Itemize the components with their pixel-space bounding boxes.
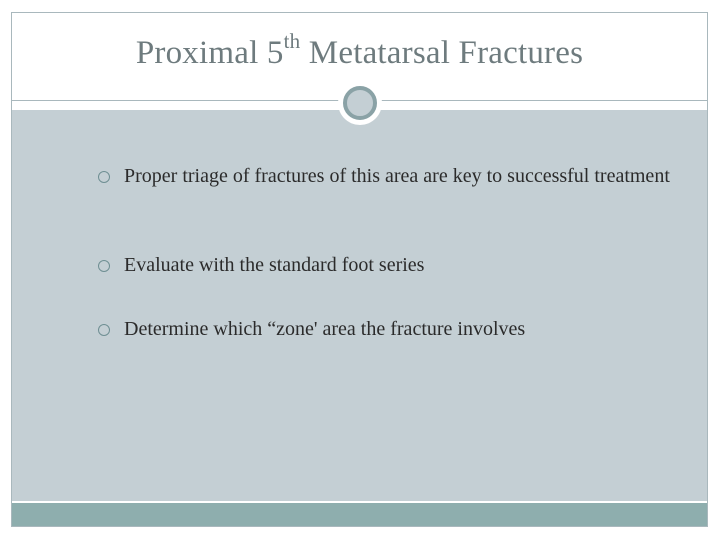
slide-title-rest: Metatarsal Fractures [300, 35, 584, 71]
list-item [98, 316, 684, 342]
slide-title-main: Proximal 5 [135, 35, 284, 71]
divider-ring-icon [338, 81, 382, 125]
circle-bullet-icon [98, 171, 110, 183]
footer-bar [12, 503, 707, 527]
circle-bullet-icon [98, 324, 110, 336]
ring-inner [343, 86, 377, 120]
bullet-text: Evaluate with the standard foot series [124, 254, 425, 276]
bullet-text: Proper triage of fractures of this area are key to successful treatment [124, 165, 670, 187]
slide-title-superscript: th [283, 29, 301, 53]
slide-title [12, 29, 707, 72]
bullet-text: Determine which “zone' area the fracture involves [124, 318, 526, 340]
circle-bullet-icon [98, 260, 110, 272]
list-item [98, 163, 684, 189]
list-item [98, 252, 684, 278]
